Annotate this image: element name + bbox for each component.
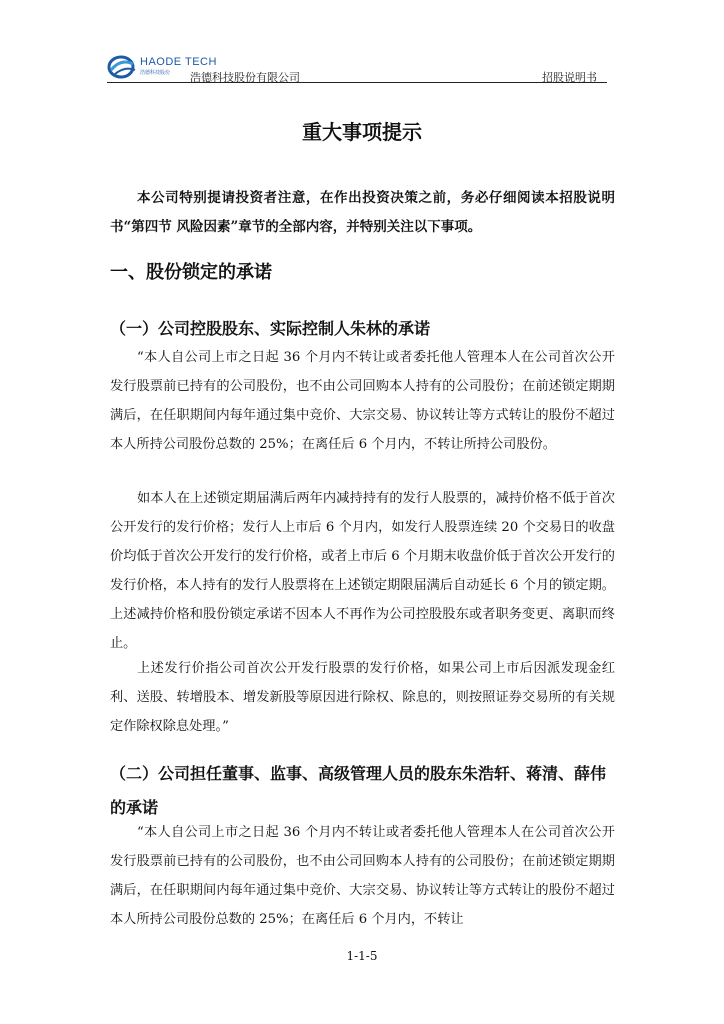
paragraph: “本人自公司上市之日起 36 个月内不转让或者委托他人管理本人在公司首次公开发行股票前已持有的公司股份，也不由公司回购本人持有的公司股份；在前述锁定期期满后，在任职期间内每年通过集中竞价、大宗交易、协议转让等方式转让的股份不超过本人所持公司股份总数的 25%；在离任后 6 个月内，不转让所持公司股份。 [110, 350, 615, 452]
intro-paragraph: 本公司特别提请投资者注意，在作出投资决策之前，务必仔细阅读本招股说明书“第四节 风险因素”章节的全部内容，并特别关注以下事项。 [110, 190, 615, 235]
header-company-name: 浩德科技股份有限公司 [190, 71, 300, 84]
logo-text: HAODE TECH [140, 56, 217, 68]
paragraph: 上述发行价指公司首次公开发行股票的发行价格，如果公司上市后因派发现金红利、送股、转增股本、增发新股等原因进行除权、除息的，则按照证券交易所的有关规定作除权除息处理。” [110, 661, 615, 734]
page-number: 1-1-5 [346, 949, 378, 963]
page-title: 重大事项提示 [302, 120, 422, 144]
header-document-type: 招股说明书 [542, 71, 597, 84]
logo-subtext: 浩德科技股份 [140, 70, 171, 76]
header-divider [107, 82, 607, 83]
paragraph: “本人自公司上市之日起 36 个月内不转让或者委托他人管理本人在公司首次公开发行股票前已持有的公司股份，也不由公司回购本人持有的公司股份；在前述锁定期期满后，在任职期间内每年通过集中竞价、大宗交易、协议转让等方式转让的股份不超过本人所持公司股份总数的 25%；在离任后 6 个月内，不转让 [110, 825, 615, 927]
paragraph: 如本人在上述锁定期届满后两年内减持持有的发行人股票的，减持价格不低于首次公开发行的发行价格；发行人上市后 6 个月内，如发行人股票连续 20 个交易日的收盘价均低于首次公开发行的发行价格，或者上市后 6 个月期末收盘价低于首次公开发行的发行价格，本人持有的发行人股票将在上述锁定期限届满后自动延长 6 个月的锁定期。上述减持价格和股份锁定承诺不因本人不再作为公司控股股东或者职务变更、离职而终止。 [110, 491, 615, 651]
subsection-heading-controlling-shareholder: （一）公司控股股东、实际控制人朱林的承诺 [110, 319, 431, 338]
subsection-heading-directors-shareholders: （二）公司担任董事、监事、高级管理人员的股东朱浩轩、蒋清、薛伟的承诺 [110, 764, 607, 817]
section-heading-share-lock: 一、股份锁定的承诺 [110, 262, 272, 283]
page-header [107, 52, 607, 84]
company-logo-icon [107, 52, 141, 82]
